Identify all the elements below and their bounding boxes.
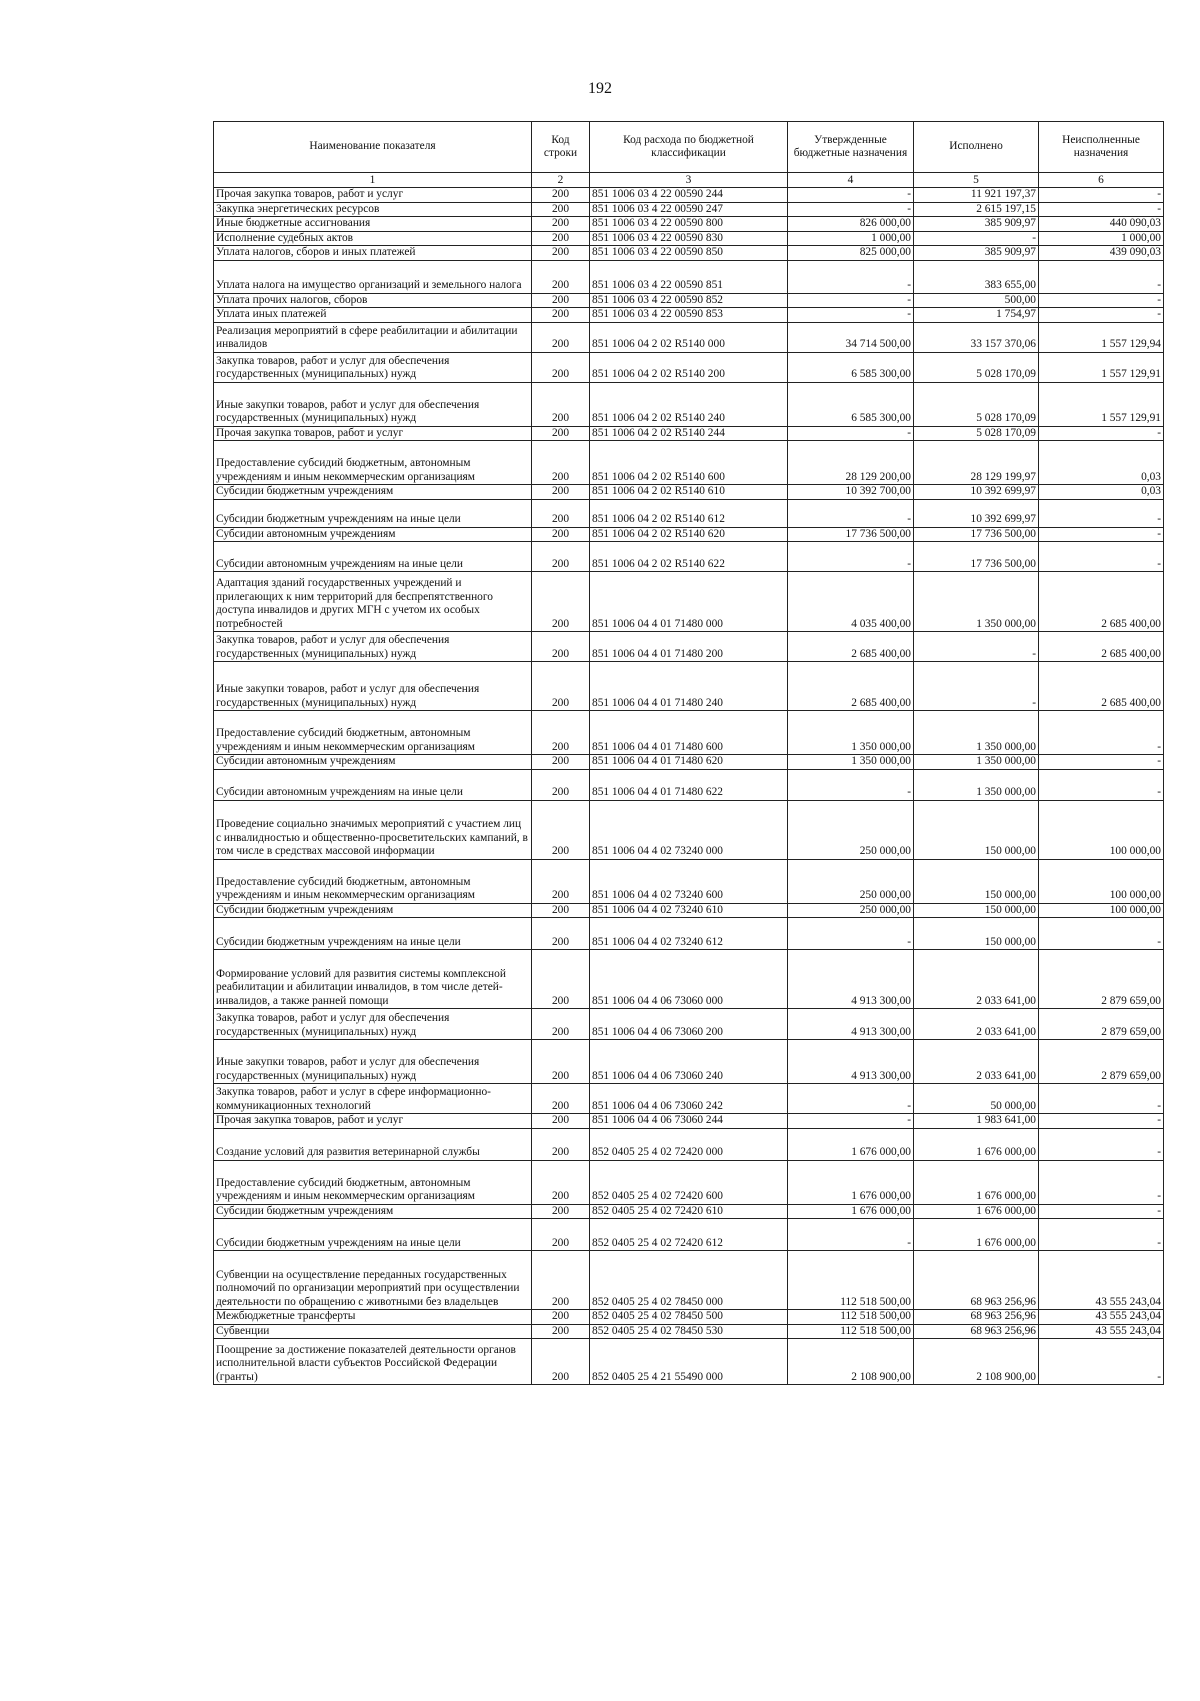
row-approved: 34 714 500,00 xyxy=(788,322,914,352)
table-row xyxy=(214,217,1164,232)
row-unexecuted: 43 555 243,04 xyxy=(1039,1251,1164,1310)
table-row xyxy=(214,1160,1164,1204)
table-row xyxy=(214,352,1164,382)
table-row xyxy=(214,632,1164,662)
row-name: Адаптация зданий государственных учреждений и прилегающих к ним территорий для беспрепятственного доступа инвалидов и других МГН с учетом их особых потребностей xyxy=(214,572,532,632)
row-approved: 1 350 000,00 xyxy=(788,711,914,755)
row-approved: 4 913 300,00 xyxy=(788,1009,914,1040)
row-approved: 1 350 000,00 xyxy=(788,755,914,770)
row-name: Прочая закупка товаров, работ и услуг xyxy=(214,1114,532,1129)
row-unexecuted: 0,03 xyxy=(1039,485,1164,500)
row-budget-code: 851 1006 04 4 06 73060 244 xyxy=(590,1114,788,1129)
row-name: Реализация мероприятий в сфере реабилитации и абилитации инвалидов xyxy=(214,322,532,352)
table-row xyxy=(214,1040,1164,1084)
row-budget-code: 851 1006 03 4 22 00590 850 xyxy=(590,246,788,261)
row-line-code: 200 xyxy=(532,903,590,918)
row-budget-code: 851 1006 04 2 02 R5140 000 xyxy=(590,322,788,352)
table-row xyxy=(214,572,1164,632)
row-name: Субсидии автономным учреждениям на иные цели xyxy=(214,542,532,572)
row-unexecuted: - xyxy=(1039,1204,1164,1219)
row-approved: 112 518 500,00 xyxy=(788,1251,914,1310)
row-name: Закупка товаров, работ и услуг для обеспечения государственных (муниципальных) нужд xyxy=(214,352,532,382)
row-line-code: 200 xyxy=(532,1009,590,1040)
row-unexecuted: 1 557 129,94 xyxy=(1039,322,1164,352)
row-line-code: 200 xyxy=(532,308,590,323)
row-approved: - xyxy=(788,293,914,308)
row-line-code: 200 xyxy=(532,441,590,485)
row-executed: 17 736 500,00 xyxy=(914,527,1039,542)
row-name: Исполнение судебных актов xyxy=(214,231,532,246)
row-executed: 68 963 256,96 xyxy=(914,1310,1039,1325)
row-budget-code: 851 1006 04 4 06 73060 242 xyxy=(590,1084,788,1114)
row-name: Предоставление субсидий бюджетным, автономным учреждениям и иным некоммерческим организациям xyxy=(214,441,532,485)
header-budget-code: Код расхода по бюджетной классификации xyxy=(590,122,788,173)
row-approved: 4 035 400,00 xyxy=(788,572,914,632)
row-approved: 2 108 900,00 xyxy=(788,1339,914,1385)
row-approved: - xyxy=(788,188,914,203)
row-approved: 112 518 500,00 xyxy=(788,1324,914,1339)
row-unexecuted: - xyxy=(1039,1160,1164,1204)
table-row xyxy=(214,246,1164,261)
row-approved: 250 000,00 xyxy=(788,800,914,859)
row-unexecuted: 2 685 400,00 xyxy=(1039,632,1164,662)
table-row xyxy=(214,1128,1164,1160)
row-approved: 2 685 400,00 xyxy=(788,632,914,662)
row-unexecuted: - xyxy=(1039,308,1164,323)
row-approved: - xyxy=(788,260,914,293)
row-name: Субсидии автономным учреждениям xyxy=(214,755,532,770)
row-line-code: 200 xyxy=(532,662,590,711)
row-executed: 383 655,00 xyxy=(914,260,1039,293)
row-unexecuted: 2 685 400,00 xyxy=(1039,662,1164,711)
row-executed: 50 000,00 xyxy=(914,1084,1039,1114)
row-line-code: 200 xyxy=(532,382,590,426)
row-budget-code: 851 1006 04 2 02 R5140 200 xyxy=(590,352,788,382)
row-approved: 10 392 700,00 xyxy=(788,485,914,500)
row-line-code: 200 xyxy=(532,542,590,572)
row-unexecuted: - xyxy=(1039,542,1164,572)
row-name: Прочая закупка товаров, работ и услуг xyxy=(214,426,532,441)
row-executed: 1 676 000,00 xyxy=(914,1204,1039,1219)
row-unexecuted: 439 090,03 xyxy=(1039,246,1164,261)
table-row xyxy=(214,260,1164,293)
row-budget-code: 851 1006 04 4 02 73240 600 xyxy=(590,859,788,903)
row-unexecuted: - xyxy=(1039,711,1164,755)
table-row xyxy=(214,662,1164,711)
header-line-code: Код строки xyxy=(532,122,590,173)
table-row xyxy=(214,188,1164,203)
row-approved: - xyxy=(788,542,914,572)
row-line-code: 200 xyxy=(532,572,590,632)
row-unexecuted: - xyxy=(1039,188,1164,203)
table-row xyxy=(214,1310,1164,1325)
row-budget-code: 851 1006 04 4 06 73060 000 xyxy=(590,950,788,1009)
table-row xyxy=(214,485,1164,500)
row-executed: - xyxy=(914,231,1039,246)
row-unexecuted: - xyxy=(1039,202,1164,217)
row-unexecuted: - xyxy=(1039,1128,1164,1160)
row-unexecuted: 2 685 400,00 xyxy=(1039,572,1164,632)
row-approved: 1 676 000,00 xyxy=(788,1128,914,1160)
row-executed: 2 033 641,00 xyxy=(914,950,1039,1009)
row-unexecuted: 100 000,00 xyxy=(1039,859,1164,903)
row-budget-code: 851 1006 04 4 01 71480 620 xyxy=(590,755,788,770)
row-executed: 17 736 500,00 xyxy=(914,542,1039,572)
row-name: Субсидии бюджетным учреждениям на иные цели xyxy=(214,499,532,527)
row-line-code: 200 xyxy=(532,769,590,800)
row-line-code: 200 xyxy=(532,1084,590,1114)
row-unexecuted: 1 557 129,91 xyxy=(1039,382,1164,426)
row-name: Субсидии бюджетным учреждениям xyxy=(214,1204,532,1219)
table-row xyxy=(214,1114,1164,1129)
row-unexecuted: 43 555 243,04 xyxy=(1039,1310,1164,1325)
row-name: Субсидии бюджетным учреждениям xyxy=(214,485,532,500)
row-executed: - xyxy=(914,632,1039,662)
row-line-code: 200 xyxy=(532,499,590,527)
row-budget-code: 851 1006 04 2 02 R5140 244 xyxy=(590,426,788,441)
row-executed: 1 983 641,00 xyxy=(914,1114,1039,1129)
page-number: 192 xyxy=(588,80,612,97)
row-line-code: 200 xyxy=(532,426,590,441)
row-name: Предоставление субсидий бюджетным, автономным учреждениям и иным некоммерческим организациям xyxy=(214,859,532,903)
row-approved: 826 000,00 xyxy=(788,217,914,232)
table-row xyxy=(214,800,1164,859)
table-row xyxy=(214,1339,1164,1385)
row-approved: - xyxy=(788,499,914,527)
row-name: Создание условий для развития ветеринарной службы xyxy=(214,1128,532,1160)
table-body xyxy=(214,188,1164,1385)
row-executed: 1 350 000,00 xyxy=(914,769,1039,800)
row-executed: 2 033 641,00 xyxy=(914,1040,1039,1084)
row-budget-code: 851 1006 03 4 22 00590 853 xyxy=(590,308,788,323)
row-budget-code: 851 1006 04 2 02 R5140 612 xyxy=(590,499,788,527)
table-row xyxy=(214,859,1164,903)
row-budget-code: 851 1006 04 4 01 71480 200 xyxy=(590,632,788,662)
row-executed: 33 157 370,06 xyxy=(914,322,1039,352)
row-budget-code: 852 0405 25 4 02 72420 610 xyxy=(590,1204,788,1219)
row-executed: 1 350 000,00 xyxy=(914,572,1039,632)
table-row xyxy=(214,426,1164,441)
table-row xyxy=(214,1204,1164,1219)
row-approved: - xyxy=(788,1084,914,1114)
row-unexecuted: 1 000,00 xyxy=(1039,231,1164,246)
table-row xyxy=(214,293,1164,308)
row-executed: 2 615 197,15 xyxy=(914,202,1039,217)
row-executed: 1 350 000,00 xyxy=(914,755,1039,770)
row-name: Межбюджетные трансферты xyxy=(214,1310,532,1325)
row-approved: 1 000,00 xyxy=(788,231,914,246)
row-budget-code: 851 1006 04 2 02 R5140 610 xyxy=(590,485,788,500)
row-budget-code: 852 0405 25 4 02 72420 612 xyxy=(590,1219,788,1251)
table-row xyxy=(214,918,1164,950)
row-budget-code: 851 1006 04 4 06 73060 240 xyxy=(590,1040,788,1084)
row-executed: 2 108 900,00 xyxy=(914,1339,1039,1385)
row-line-code: 200 xyxy=(532,217,590,232)
row-approved: 28 129 200,00 xyxy=(788,441,914,485)
row-name: Закупка товаров, работ и услуг для обеспечения государственных (муниципальных) нужд xyxy=(214,1009,532,1040)
row-executed: 1 754,97 xyxy=(914,308,1039,323)
row-unexecuted: 100 000,00 xyxy=(1039,903,1164,918)
row-name: Проведение социально значимых мероприятий с участием лиц с инвалидностью и общественно-просветительских кампаний, в том числе в средствах массовой информации xyxy=(214,800,532,859)
row-executed: 5 028 170,09 xyxy=(914,382,1039,426)
row-executed: 68 963 256,96 xyxy=(914,1324,1039,1339)
header-unexecuted: Неисполненные назначения xyxy=(1039,122,1164,173)
row-budget-code: 851 1006 04 2 02 R5140 620 xyxy=(590,527,788,542)
row-line-code: 200 xyxy=(532,322,590,352)
row-line-code: 200 xyxy=(532,527,590,542)
row-name: Предоставление субсидий бюджетным, автономным учреждениям и иным некоммерческим организациям xyxy=(214,1160,532,1204)
row-approved: - xyxy=(788,308,914,323)
row-name: Субсидии бюджетным учреждениям на иные цели xyxy=(214,918,532,950)
column-numbers-row xyxy=(214,173,1164,188)
row-approved: 2 685 400,00 xyxy=(788,662,914,711)
row-line-code: 200 xyxy=(532,800,590,859)
row-budget-code: 851 1006 04 4 02 73240 612 xyxy=(590,918,788,950)
row-executed: 385 909,97 xyxy=(914,217,1039,232)
row-budget-code: 851 1006 04 4 02 73240 000 xyxy=(590,800,788,859)
row-approved: 825 000,00 xyxy=(788,246,914,261)
row-unexecuted: - xyxy=(1039,918,1164,950)
table-row xyxy=(214,308,1164,323)
row-budget-code: 852 0405 25 4 02 78450 500 xyxy=(590,1310,788,1325)
row-line-code: 200 xyxy=(532,918,590,950)
column-number: 5 xyxy=(914,173,1039,188)
row-unexecuted: 2 879 659,00 xyxy=(1039,950,1164,1009)
table-row xyxy=(214,542,1164,572)
row-line-code: 200 xyxy=(532,231,590,246)
row-executed: 10 392 699,97 xyxy=(914,485,1039,500)
row-name: Закупка товаров, работ и услуг для обеспечения государственных (муниципальных) нужд xyxy=(214,632,532,662)
column-number: 4 xyxy=(788,173,914,188)
table-row xyxy=(214,755,1164,770)
row-executed: 5 028 170,09 xyxy=(914,426,1039,441)
row-unexecuted: - xyxy=(1039,1114,1164,1129)
row-line-code: 200 xyxy=(532,188,590,203)
row-executed: 150 000,00 xyxy=(914,859,1039,903)
row-approved: 250 000,00 xyxy=(788,859,914,903)
row-name: Субвенции xyxy=(214,1324,532,1339)
header-name: Наименование показателя xyxy=(214,122,532,173)
row-unexecuted: 2 879 659,00 xyxy=(1039,1009,1164,1040)
table-row xyxy=(214,950,1164,1009)
row-approved: 250 000,00 xyxy=(788,903,914,918)
row-line-code: 200 xyxy=(532,352,590,382)
row-executed: 150 000,00 xyxy=(914,800,1039,859)
row-budget-code: 852 0405 25 4 02 72420 000 xyxy=(590,1128,788,1160)
row-approved: 1 676 000,00 xyxy=(788,1160,914,1204)
row-name: Субсидии автономным учреждениям xyxy=(214,527,532,542)
row-line-code: 200 xyxy=(532,1310,590,1325)
header-approved: Утвержденные бюджетные назначения xyxy=(788,122,914,173)
row-approved: 112 518 500,00 xyxy=(788,1310,914,1325)
row-unexecuted: - xyxy=(1039,426,1164,441)
row-line-code: 200 xyxy=(532,755,590,770)
budget-execution-table xyxy=(213,121,1164,1385)
column-number: 6 xyxy=(1039,173,1164,188)
table-row xyxy=(214,711,1164,755)
row-line-code: 200 xyxy=(532,260,590,293)
row-name: Иные закупки товаров, работ и услуг для обеспечения государственных (муниципальных) нужд xyxy=(214,1040,532,1084)
row-budget-code: 851 1006 03 4 22 00590 852 xyxy=(590,293,788,308)
row-budget-code: 851 1006 04 4 01 71480 240 xyxy=(590,662,788,711)
row-budget-code: 851 1006 03 4 22 00590 830 xyxy=(590,231,788,246)
row-executed: 385 909,97 xyxy=(914,246,1039,261)
row-approved: 17 736 500,00 xyxy=(788,527,914,542)
row-line-code: 200 xyxy=(532,293,590,308)
row-approved: 6 585 300,00 xyxy=(788,352,914,382)
row-line-code: 200 xyxy=(532,1219,590,1251)
row-line-code: 200 xyxy=(532,1251,590,1310)
table-row xyxy=(214,1009,1164,1040)
row-unexecuted: 440 090,03 xyxy=(1039,217,1164,232)
row-name: Предоставление субсидий бюджетным, автономным учреждениям и иным некоммерческим организациям xyxy=(214,711,532,755)
row-unexecuted: 43 555 243,04 xyxy=(1039,1324,1164,1339)
row-budget-code: 851 1006 04 4 01 71480 622 xyxy=(590,769,788,800)
column-number: 3 xyxy=(590,173,788,188)
row-unexecuted: 2 879 659,00 xyxy=(1039,1040,1164,1084)
row-budget-code: 851 1006 03 4 22 00590 800 xyxy=(590,217,788,232)
row-executed: 150 000,00 xyxy=(914,918,1039,950)
row-approved: - xyxy=(788,769,914,800)
row-unexecuted: - xyxy=(1039,1084,1164,1114)
row-name: Закупка энергетических ресурсов xyxy=(214,202,532,217)
row-executed: 1 676 000,00 xyxy=(914,1219,1039,1251)
row-executed: 1 676 000,00 xyxy=(914,1128,1039,1160)
row-executed: 5 028 170,09 xyxy=(914,352,1039,382)
row-line-code: 200 xyxy=(532,1040,590,1084)
row-executed: 150 000,00 xyxy=(914,903,1039,918)
row-unexecuted: - xyxy=(1039,499,1164,527)
table-row xyxy=(214,1084,1164,1114)
row-budget-code: 851 1006 04 4 02 73240 610 xyxy=(590,903,788,918)
row-approved: - xyxy=(788,202,914,217)
row-executed: 28 129 199,97 xyxy=(914,441,1039,485)
header-row xyxy=(214,122,1164,173)
row-approved: - xyxy=(788,918,914,950)
table-row xyxy=(214,769,1164,800)
row-budget-code: 851 1006 03 4 22 00590 851 xyxy=(590,260,788,293)
row-executed: 11 921 197,37 xyxy=(914,188,1039,203)
row-approved: 1 676 000,00 xyxy=(788,1204,914,1219)
row-unexecuted: - xyxy=(1039,293,1164,308)
row-line-code: 200 xyxy=(532,1324,590,1339)
row-line-code: 200 xyxy=(532,246,590,261)
row-name: Формирование условий для развития системы комплексной реабилитации и абилитации инвалидов, в том числе детей-инвалидов, а также ранней помощи xyxy=(214,950,532,1009)
row-unexecuted: 100 000,00 xyxy=(1039,800,1164,859)
row-unexecuted: - xyxy=(1039,1339,1164,1385)
row-name: Закупка товаров, работ и услуг в сфере информационно-коммуникационных технологий xyxy=(214,1084,532,1114)
row-name: Иные бюджетные ассигнования xyxy=(214,217,532,232)
row-name: Уплата иных платежей xyxy=(214,308,532,323)
table-row xyxy=(214,231,1164,246)
table-row xyxy=(214,382,1164,426)
column-number: 2 xyxy=(532,173,590,188)
row-unexecuted: - xyxy=(1039,260,1164,293)
row-line-code: 200 xyxy=(532,1204,590,1219)
row-name: Иные закупки товаров, работ и услуг для обеспечения государственных (муниципальных) нужд xyxy=(214,382,532,426)
row-budget-code: 851 1006 04 4 06 73060 200 xyxy=(590,1009,788,1040)
row-executed: 2 033 641,00 xyxy=(914,1009,1039,1040)
table-row xyxy=(214,903,1164,918)
row-unexecuted: - xyxy=(1039,527,1164,542)
row-executed: 1 350 000,00 xyxy=(914,711,1039,755)
row-name: Субвенции на осуществление переданных государственных полномочий по организации мероприятий при осуществлении деятельности по обращению с животными без владельцев xyxy=(214,1251,532,1310)
row-budget-code: 852 0405 25 4 02 78450 000 xyxy=(590,1251,788,1310)
row-budget-code: 851 1006 03 4 22 00590 247 xyxy=(590,202,788,217)
table-row xyxy=(214,527,1164,542)
row-name: Субсидии бюджетным учреждениям xyxy=(214,903,532,918)
row-name: Субсидии автономным учреждениям на иные цели xyxy=(214,769,532,800)
row-name: Субсидии бюджетным учреждениям на иные цели xyxy=(214,1219,532,1251)
table-row xyxy=(214,1251,1164,1310)
row-unexecuted: - xyxy=(1039,755,1164,770)
row-unexecuted: 0,03 xyxy=(1039,441,1164,485)
row-line-code: 200 xyxy=(532,202,590,217)
row-budget-code: 851 1006 03 4 22 00590 244 xyxy=(590,188,788,203)
row-line-code: 200 xyxy=(532,859,590,903)
table-row xyxy=(214,1324,1164,1339)
row-name: Уплата налога на имущество организаций и земельного налога xyxy=(214,260,532,293)
row-executed: 68 963 256,96 xyxy=(914,1251,1039,1310)
row-executed: 500,00 xyxy=(914,293,1039,308)
row-line-code: 200 xyxy=(532,1128,590,1160)
table-row xyxy=(214,441,1164,485)
row-budget-code: 851 1006 04 2 02 R5140 622 xyxy=(590,542,788,572)
row-budget-code: 851 1006 04 2 02 R5140 600 xyxy=(590,441,788,485)
row-unexecuted: - xyxy=(1039,769,1164,800)
row-budget-code: 851 1006 04 2 02 R5140 240 xyxy=(590,382,788,426)
row-executed: 10 392 699,97 xyxy=(914,499,1039,527)
row-line-code: 200 xyxy=(532,950,590,1009)
table-row xyxy=(214,1219,1164,1251)
row-line-code: 200 xyxy=(532,1160,590,1204)
header-executed: Исполнено xyxy=(914,122,1039,173)
row-unexecuted: 1 557 129,91 xyxy=(1039,352,1164,382)
row-approved: 4 913 300,00 xyxy=(788,1040,914,1084)
table-row xyxy=(214,499,1164,527)
row-executed: 1 676 000,00 xyxy=(914,1160,1039,1204)
row-line-code: 200 xyxy=(532,632,590,662)
row-approved: - xyxy=(788,426,914,441)
row-name: Уплата прочих налогов, сборов xyxy=(214,293,532,308)
row-budget-code: 852 0405 25 4 21 55490 000 xyxy=(590,1339,788,1385)
table-row xyxy=(214,322,1164,352)
row-line-code: 200 xyxy=(532,1339,590,1385)
row-budget-code: 851 1006 04 4 01 71480 600 xyxy=(590,711,788,755)
column-number: 1 xyxy=(214,173,532,188)
row-executed: - xyxy=(914,662,1039,711)
row-budget-code: 852 0405 25 4 02 78450 530 xyxy=(590,1324,788,1339)
row-name: Уплата налогов, сборов и иных платежей xyxy=(214,246,532,261)
table-row xyxy=(214,202,1164,217)
row-line-code: 200 xyxy=(532,711,590,755)
row-name: Иные закупки товаров, работ и услуг для обеспечения государственных (муниципальных) нужд xyxy=(214,662,532,711)
row-line-code: 200 xyxy=(532,485,590,500)
row-approved: 4 913 300,00 xyxy=(788,950,914,1009)
row-approved: 6 585 300,00 xyxy=(788,382,914,426)
row-line-code: 200 xyxy=(532,1114,590,1129)
row-approved: - xyxy=(788,1219,914,1251)
row-name: Прочая закупка товаров, работ и услуг xyxy=(214,188,532,203)
row-unexecuted: - xyxy=(1039,1219,1164,1251)
row-budget-code: 852 0405 25 4 02 72420 600 xyxy=(590,1160,788,1204)
row-approved: - xyxy=(788,1114,914,1129)
row-budget-code: 851 1006 04 4 01 71480 000 xyxy=(590,572,788,632)
row-name: Поощрение за достижение показателей деятельности органов исполнительной власти субъектов Российской Федерации (гранты) xyxy=(214,1339,532,1385)
